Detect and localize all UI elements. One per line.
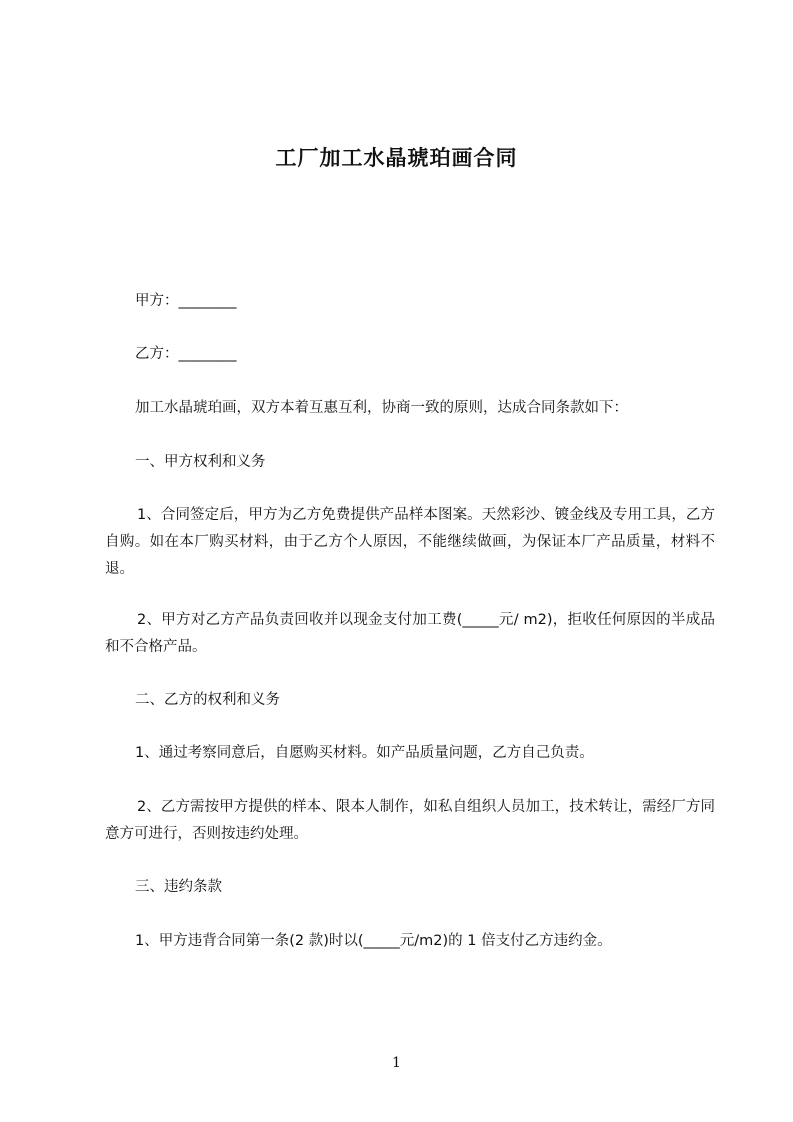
party-b-line: 乙方：________: [135, 346, 237, 362]
page-number: 1: [392, 1055, 401, 1071]
party-a-line: 甲方：________: [135, 293, 237, 309]
clause-paragraph: 2、乙方需按甲方提供的样本、限本人制作，如私自组织人员加工，技术转让，需经厂方同意方可进行，否则按违约处理。: [105, 799, 715, 842]
clause-paragraph: 1、通过考察同意后，自愿购买材料。如产品质量问题，乙方自己负责。: [135, 745, 594, 761]
section-heading: 一、甲方权利和义务: [135, 454, 266, 470]
section-heading: 二、乙方的权利和义务: [135, 692, 280, 708]
section-heading: 三、违约条款: [135, 879, 222, 895]
clause-paragraph: 1、合同签定后，甲方为乙方免费提供产品样本图案。天然彩沙、镀金线及专用工具，乙方自购。如在本厂购买材料，由于乙方个人原因，不能继续做画，为保证本厂产品质量，材料不退。: [105, 507, 715, 577]
intro-paragraph: 加工水晶琥珀画，双方本着互惠互利，协商一致的原则，达成合同条款如下：: [135, 400, 628, 416]
clause-paragraph: 2、甲方对乙方产品负责回收并以现金支付加工费(_____元/ m2)，拒收任何原因的半成品和不合格产品。: [105, 612, 715, 655]
clause-paragraph: 1、甲方违背合同第一条(2 款)时以(_____元/m2)的 1 倍支付乙方违约金。: [135, 933, 612, 949]
document-title: 工厂加工水晶琥珀画合同: [275, 146, 518, 170]
